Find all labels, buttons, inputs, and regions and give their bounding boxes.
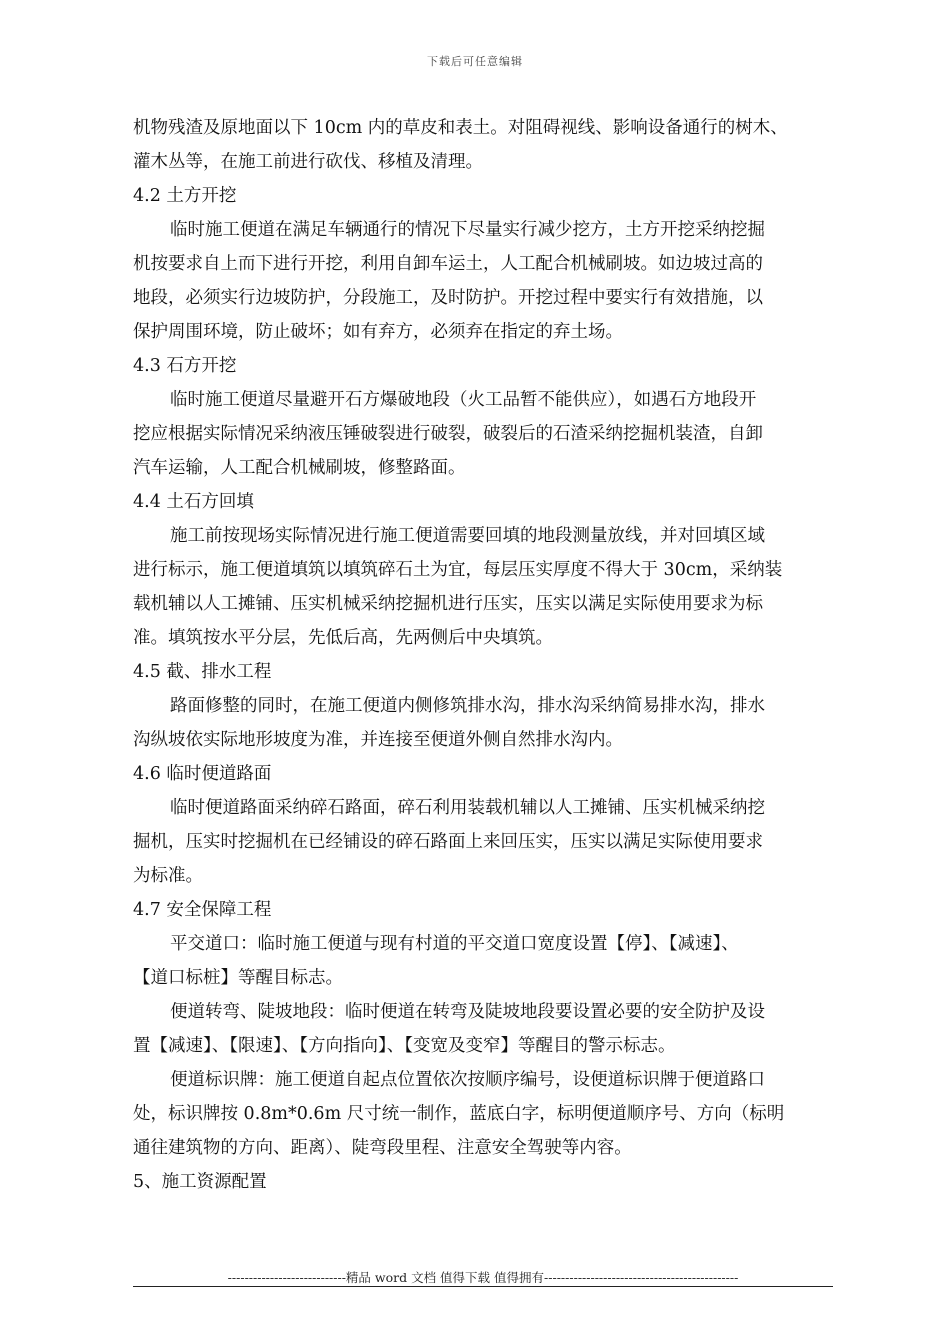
- text-line: 4.5 截、排水工程: [133, 662, 272, 682]
- text-line: 便道标识牌：施工便道自起点位置依次按顺序编号，设便道标识牌于便道路口: [170, 1070, 765, 1090]
- text-line: 汽车运输，人工配合机械刷坡，修整路面。: [133, 458, 466, 478]
- text-line: 5、施工资源配置: [133, 1172, 267, 1192]
- text-line: 4.6 临时便道路面: [133, 764, 272, 784]
- text-line: 挖应根据实际情况采纳液压锤破裂进行破裂，破裂后的石渣采纳挖掘机装渣，自卸: [133, 424, 763, 444]
- text-line: 处，标识牌按 0.8m*0.6m 尺寸统一制作，蓝底白字，标明便道顺序号、方向（标明: [133, 1104, 785, 1124]
- text-line: 临时施工便道尽量避开石方爆破地段（火工品暂不能供应），如遇石方地段开: [170, 390, 757, 410]
- text-line: 临时施工便道在满足车辆通行的情况下尽量实行减少挖方，土方开挖采纳挖掘: [170, 220, 765, 240]
- page-footer: ----------------------------精品 word 文档 值得下载 值得拥有----------------------------------------------: [227, 1270, 739, 1285]
- text-line: 通往建筑物的方向、距离）、陡弯段里程、注意安全驾驶等内容。: [133, 1138, 632, 1158]
- text-line: 准。填筑按水平分层，先低后高，先两侧后中央填筑。: [133, 628, 553, 648]
- text-line: 路面修整的同时，在施工便道内侧修筑排水沟，排水沟采纳简易排水沟，排水: [170, 696, 765, 716]
- text-line: 4.7 安全保障工程: [133, 900, 272, 920]
- text-line: 为标准。: [133, 866, 203, 886]
- text-line: 灌木丛等，在施工前进行砍伐、移植及清理。: [133, 152, 483, 172]
- text-line: 4.3 石方开挖: [133, 356, 237, 376]
- text-line: 临时便道路面采纳碎石路面，碎石利用装载机辅以人工摊铺、压实机械采纳挖: [170, 798, 765, 818]
- text-line: 载机辅以人工摊铺、压实机械采纳挖掘机进行压实，压实以满足实际使用要求为标: [133, 594, 763, 614]
- text-line: 4.4 土石方回填: [133, 492, 254, 512]
- text-line: 机物残渣及原地面以下 10cm 内的草皮和表土。对阻碍视线、影响设备通行的树木、: [133, 118, 788, 138]
- text-line: 平交道口：临时施工便道与现有村道的平交道口宽度设置【停】、【减速】、: [170, 934, 739, 954]
- text-line: 4.2 土方开挖: [133, 186, 237, 206]
- text-line: 掘机，压实时挖掘机在已经铺设的碎石路面上来回压实，压实以满足实际使用要求: [133, 832, 763, 852]
- text-line: 置【减速】、【限速】、【方向指向】、【变宽及变窄】等醒目的警示标志。: [133, 1036, 676, 1056]
- text-line: 便道转弯、陡坡地段：临时便道在转弯及陡坡地段要设置必要的安全防护及设: [170, 1002, 765, 1022]
- text-line: 施工前按现场实际情况进行施工便道需要回填的地段测量放线，并对回填区域: [170, 526, 765, 546]
- text-line: 地段，必须实行边坡防护，分段施工，及时防护。开挖过程中要实行有效措施，以: [133, 288, 763, 308]
- text-line: 【道口标桩】等醒目标志。: [133, 968, 343, 988]
- text-line: 机按要求自上而下进行开挖，利用自卸车运土，人工配合机械刷坡。如边坡过高的: [133, 254, 763, 274]
- document-body: [133, 111, 833, 1199]
- page-header: 下载后可任意编辑: [427, 55, 523, 68]
- text-line: 沟纵坡依实际地形坡度为准，并连接至便道外侧自然排水沟内。: [133, 730, 623, 750]
- text-line: 保护周围环境，防止破坏；如有弃方，必须弃在指定的弃土场。: [133, 322, 623, 342]
- footer-rule: [133, 1286, 833, 1287]
- text-line: 进行标示，施工便道填筑以填筑碎石土为宜，每层压实厚度不得大于 30cm，采纳装: [133, 560, 783, 580]
